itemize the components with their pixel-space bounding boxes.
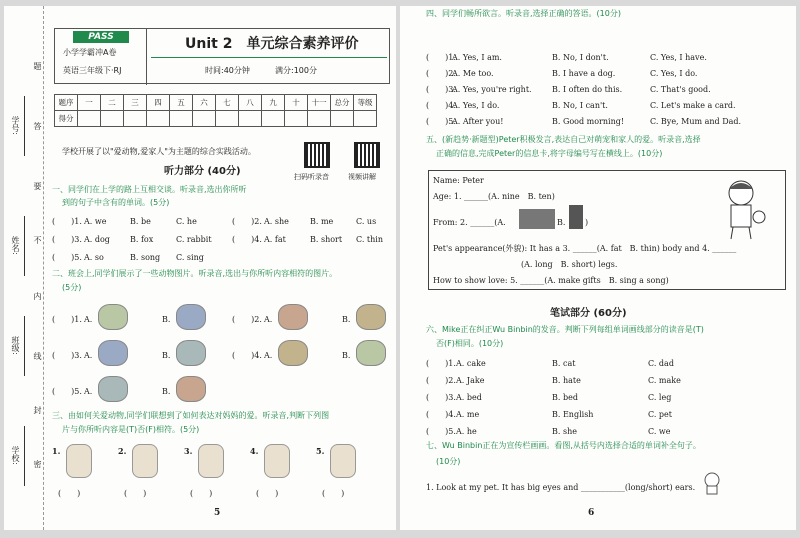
score-cell[interactable]: [124, 111, 147, 127]
answer-blank[interactable]: ( )5.: [52, 387, 82, 396]
card-from-b: B.: [557, 218, 566, 227]
table-header-cell: 四: [147, 95, 170, 111]
score-cell[interactable]: [170, 111, 193, 127]
option-b: B. I have a dog.: [552, 69, 616, 78]
q5-heading: 五、(新趋势·新题型)Peter积极发言,表达自己对萌宠和家人的爱。听录音,选择: [426, 135, 701, 144]
card-from-close: ): [585, 218, 589, 227]
option-a: A. so: [84, 253, 104, 262]
table-header-cell: 一: [78, 95, 101, 111]
option-b: B. be: [130, 217, 151, 226]
answer-blank[interactable]: ( )5.: [52, 253, 82, 262]
option-c: C. Let's make a card.: [650, 101, 736, 110]
answer-blank[interactable]: ( ): [256, 489, 279, 498]
score-cell[interactable]: [285, 111, 308, 127]
seal-char: 内: [33, 292, 42, 300]
fill-line[interactable]: [24, 216, 25, 276]
option-b: B. No, I can't.: [552, 101, 608, 110]
option-a: A. cake: [456, 359, 486, 368]
answer-blank[interactable]: ( )5.: [426, 117, 456, 126]
q6-heading: 六、Mike正在纠正Wu Binbin的发音。判断下列每组单词画线部分的读音是(T): [426, 325, 704, 334]
answer-blank[interactable]: ( )2.: [232, 217, 262, 226]
option-c: C. he: [176, 217, 197, 226]
score-cell[interactable]: [216, 111, 239, 127]
table-header-cell: 十一: [308, 95, 331, 111]
brand-box: [55, 29, 147, 85]
picture-number: 4.: [250, 446, 259, 456]
card-age[interactable]: Age: 1. ______(A. nine B. ten): [433, 192, 555, 201]
option-b-label: B.: [162, 315, 171, 324]
scene-picture: [330, 444, 356, 478]
picture-number: 2.: [118, 446, 127, 456]
scene-picture: [198, 444, 224, 478]
option-c: C. us: [356, 217, 377, 226]
option-b: B. fox: [130, 235, 154, 244]
scene-picture: [66, 444, 92, 478]
student-name-label: 姓名:: [11, 236, 20, 255]
table-header-cell: 五: [170, 95, 193, 111]
option-c: C. thin: [356, 235, 383, 244]
option-a: A. dog: [84, 235, 110, 244]
q1-heading: 一、同学们在上学的路上互相交谈。听录音,选出你所听: [52, 185, 247, 194]
score-cell[interactable]: [308, 111, 331, 127]
answer-blank[interactable]: ( )1.: [52, 217, 82, 226]
option-c: C. Bye, Mum and Dad.: [650, 117, 742, 126]
answer-blank[interactable]: ( )4.: [426, 101, 456, 110]
option-c: C. rabbit: [176, 235, 212, 244]
answer-blank[interactable]: ( ): [124, 489, 147, 498]
option-a-label: A.: [84, 351, 93, 360]
listening-section-title: 听力部分 (40分): [164, 166, 241, 177]
option-a: A. Yes, you're right.: [452, 85, 532, 94]
score-cell[interactable]: [193, 111, 216, 127]
pet-drawing-icon: [700, 470, 724, 496]
answer-blank[interactable]: ( )3.: [426, 393, 456, 402]
animal-picture[interactable]: [176, 376, 206, 402]
answer-blank[interactable]: ( )3.: [52, 351, 82, 360]
q4-heading: 四、同学们畅所欲言。听录音,选择正确的答语。(10分): [426, 9, 621, 18]
answer-blank[interactable]: ( )2.: [426, 69, 456, 78]
q2-heading: 二、班会上,同学们展示了一些动物图片。听录音,选出与你所听内容相符的图片。: [52, 269, 338, 278]
written-section-title: 笔试部分 (60分): [550, 308, 627, 319]
option-b: B. short: [310, 235, 343, 244]
table-header-cell: 二: [101, 95, 124, 111]
score-cell[interactable]: [147, 111, 170, 127]
option-a: A. fat: [264, 235, 286, 244]
binding-strip: [4, 6, 44, 530]
q5-heading-cont: 正确的信息,完成Peter的信息卡,将字母编号写在横线上。(10分): [436, 149, 663, 158]
seal-char: 不: [33, 236, 42, 244]
q7-heading: 七、Wu Binbin正在为宣传栏画画。看图,从括号内选择合适的单词补全句子。: [426, 441, 701, 450]
option-b: B. me: [310, 217, 334, 226]
animal-picture[interactable]: [356, 304, 386, 330]
fill-line[interactable]: [24, 426, 25, 486]
option-c: C. pet: [648, 410, 672, 419]
table-header-cell: 等级: [354, 95, 377, 111]
table-header-cell: 十: [285, 95, 308, 111]
option-a: A. Yes, I am.: [452, 53, 502, 62]
animal-picture[interactable]: [278, 304, 308, 330]
option-a-label: A.: [84, 387, 93, 396]
animal-picture[interactable]: [176, 340, 206, 366]
seal-char: 答: [33, 122, 42, 130]
option-a: A. me: [456, 410, 480, 419]
exam-header: [54, 28, 390, 84]
animal-picture[interactable]: [176, 304, 206, 330]
animal-picture[interactable]: [356, 340, 386, 366]
option-b: B. bed: [552, 393, 578, 402]
option-c: C. That's good.: [650, 85, 711, 94]
answer-blank[interactable]: ( )5.: [426, 427, 456, 436]
brand-line: 小学学霸冲A卷: [63, 48, 117, 57]
option-c: C. Yes, I have.: [650, 53, 707, 62]
option-b-label: B.: [162, 351, 171, 360]
q3-heading-cont: 片与你所听内容是(T)否(F)相符。(5分): [62, 425, 200, 434]
q7-sentence-1[interactable]: 1. Look at my pet. It has big eyes and ___________(long/short) ears.: [426, 483, 696, 492]
great-wall-image: [519, 209, 555, 229]
score-cell[interactable]: [262, 111, 285, 127]
picture-number: 1.: [52, 446, 61, 456]
intro-text: 学校开展了以"爱动物,爱家人"为主题的综合实践活动。: [62, 147, 256, 156]
option-b-label: B.: [342, 351, 351, 360]
score-cell[interactable]: [331, 111, 354, 127]
score-table: [54, 94, 377, 127]
score-cell[interactable]: [239, 111, 262, 127]
table-row-label: 得分: [55, 111, 78, 127]
page-number: 5: [214, 508, 221, 518]
exam-time: 时间:40分钟: [205, 66, 250, 75]
option-a: A. After you!: [452, 117, 504, 126]
option-b-label: B.: [162, 387, 171, 396]
option-b: B. English: [552, 410, 594, 419]
option-a: A. Yes, I do.: [452, 101, 500, 110]
exam-full-score: 满分:100分: [275, 66, 317, 75]
card-appearance[interactable]: Pet's appearance(外貌): It has a 3. ______(A. fat B. thin) body and 4. ______: [433, 244, 737, 253]
seal-char: 线: [33, 352, 42, 360]
q7-score: (10分): [436, 457, 461, 466]
score-cell[interactable]: [354, 111, 377, 127]
option-c: C. make: [648, 376, 681, 385]
left-page: [4, 6, 396, 530]
option-a-label: A.: [264, 315, 273, 324]
option-a-label: A.: [264, 351, 273, 360]
animal-picture[interactable]: [98, 340, 128, 366]
answer-blank[interactable]: ( )2.: [426, 376, 456, 385]
right-page: [400, 6, 796, 530]
seal-char: 封: [33, 406, 42, 414]
option-a: A. Me too.: [452, 69, 494, 78]
score-cell[interactable]: [101, 111, 124, 127]
class-label: 班级:: [11, 336, 20, 355]
answer-blank[interactable]: ( )4.: [232, 351, 262, 360]
option-c: C. sing: [176, 253, 204, 262]
qr-label: 视频讲解: [348, 173, 376, 181]
option-b-label: B.: [342, 315, 351, 324]
option-b: B. I often do this.: [552, 85, 623, 94]
score-cell[interactable]: [78, 111, 101, 127]
answer-blank[interactable]: ( )2.: [232, 315, 262, 324]
picture-number: 5.: [316, 446, 325, 456]
animal-picture[interactable]: [98, 376, 128, 402]
answer-blank[interactable]: ( ): [58, 489, 81, 498]
card-love[interactable]: How to show love: 5. ______(A. make gifts B. sing a song): [433, 276, 669, 285]
q3-heading: 三、由如何关爱动物,同学们联想到了如何表达对妈妈的爱。听录音,判断下列图: [52, 411, 330, 420]
page-number: 6: [588, 508, 595, 518]
option-c: C. Yes, I do.: [650, 69, 698, 78]
q2-heading-cont: (5分): [62, 283, 82, 292]
option-c: C. we: [648, 427, 671, 436]
student-number-label: 学号:: [11, 116, 20, 135]
option-b: B. No, I don't.: [552, 53, 609, 62]
option-b: B. Good morning!: [552, 117, 625, 126]
seal-char: 密: [33, 460, 42, 468]
table-header-cell: 八: [239, 95, 262, 111]
option-b: B. song: [130, 253, 161, 262]
card-name: Name: Peter: [433, 176, 484, 185]
q1-heading-cont: 到的句子中含有的单词。(5分): [62, 198, 170, 207]
option-a-label: A.: [84, 315, 93, 324]
peter-info-card: [428, 170, 786, 290]
option-a: A. she: [264, 217, 289, 226]
qr-code-icon[interactable]: [304, 142, 330, 168]
answer-blank[interactable]: ( )4.: [232, 235, 262, 244]
school-label: 学校:: [11, 446, 20, 465]
option-a: A. we: [84, 217, 107, 226]
answer-blank[interactable]: ( ): [190, 489, 213, 498]
option-b: B. cat: [552, 359, 576, 368]
option-a: A. Jake: [456, 376, 485, 385]
card-appearance-cont: (A. long B. short) legs.: [521, 260, 618, 269]
seal-char: 题: [33, 62, 42, 70]
scene-picture: [264, 444, 290, 478]
answer-blank[interactable]: ( )1.: [426, 53, 456, 62]
peter-illustration: [719, 177, 769, 241]
table-header-cell: 总分: [331, 95, 354, 111]
card-from[interactable]: From: 2. ______(A.: [433, 218, 506, 227]
qr-code-icon[interactable]: [354, 142, 380, 168]
picture-number: 3.: [184, 446, 193, 456]
option-a: A. bed: [456, 393, 482, 402]
option-b: B. hate: [552, 376, 581, 385]
animal-picture[interactable]: [278, 340, 308, 366]
answer-blank[interactable]: ( )4.: [426, 410, 456, 419]
table-header-cell: 六: [193, 95, 216, 111]
seal-char: 要: [33, 182, 42, 190]
table-header-cell: 三: [124, 95, 147, 111]
scene-picture: [132, 444, 158, 478]
option-a: A. he: [456, 427, 477, 436]
answer-blank[interactable]: ( )3.: [426, 85, 456, 94]
brand-logo: PASS: [73, 31, 129, 43]
table-header-cell: 七: [216, 95, 239, 111]
fill-line[interactable]: [24, 316, 25, 376]
animal-picture[interactable]: [98, 304, 128, 330]
option-c: C. dad: [648, 359, 674, 368]
q6-heading-cont: 否(F)相同。(10分): [436, 339, 504, 348]
option-c: C. leg: [648, 393, 672, 402]
fill-line[interactable]: [24, 96, 25, 156]
answer-blank[interactable]: ( ): [322, 489, 345, 498]
qr-label: 扫码听录音: [294, 173, 329, 181]
answer-blank[interactable]: ( )1.: [52, 315, 82, 324]
tower-image: [569, 205, 583, 229]
brand-line: 英语三年级下·RJ: [63, 66, 122, 75]
answer-blank[interactable]: ( )3.: [52, 235, 82, 244]
table-header-cell: 题序: [55, 95, 78, 111]
table-header-cell: 九: [262, 95, 285, 111]
option-b: B. she: [552, 427, 577, 436]
exam-title: Unit 2 单元综合素养评价: [185, 36, 359, 52]
answer-blank[interactable]: ( )1.: [426, 359, 456, 368]
